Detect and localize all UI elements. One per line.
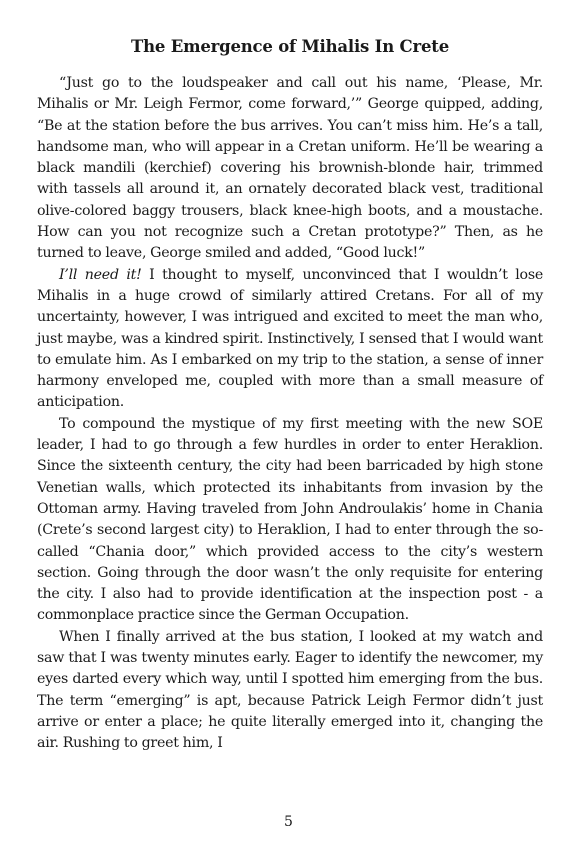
chapter-title: The Emergence of Mihalis In Crete: [130, 37, 449, 56]
page-number: 5: [284, 814, 293, 830]
paragraph-text: I thought to myself, unconvinced that I wouldn’t lose Mihalis in a huge crowd of similarly attired Cretans. For all of my uncertainty, however, I was intrigued and excited to meet the man who, just maybe, was a kindred spirit. Instinctively, I sensed that I would want to emulate him. As I embarked on my trip to the station, a sense of inner harmony enveloped me, coupled with more than a small measure of anticipation.: [37, 266, 544, 411]
italic-lead: I’ll need it!: [59, 266, 142, 283]
paragraph-text: To compound the mystique of my first meeting with the new SOE leader, I had to go through a few hurdles in order to enter Heraklion. Since the sixteenth century, the city had been barricaded by high stone Venetian walls, which protected its inhabitants from invasion by the Ottoman army. Having traveled from John Androulakis’ home in Chania (Crete’s second largest city) to Heraklion, I had to enter through the so-called “Chania door,” which provided access to the city’s western section. Going through the door wasn’t the only requisite for entering the city. I also had to provide identification at the inspection post - a commonplace practice since the German Occupation.: [37, 415, 543, 624]
paragraph-4: [37, 627, 543, 755]
book-page: [37, 36, 543, 836]
paragraph-1: [37, 73, 543, 265]
paragraph-3: [37, 414, 543, 627]
paragraph-text: “Just go to the loudspeaker and call out his name, ‘Please, Mr. Mihalis or Mr. Leigh Fermor, come forward,’” George quipped, adding, “Be at the station before the bus arrives. You can’t miss him. He’s a tall, handsome man, who will appear in a Cretan uniform. He’ll be wearing a black mandili (kerchief) covering his brownish-blonde hair, trimmed with tassels all around it, an ornately decorated black vest, traditional olive-colored baggy trousers, black knee-high boots, and a moustache. How can you not recognize such a Cretan prototype?” Then, as he turned to leave, George smiled and added, “Good luck!”: [37, 75, 543, 262]
paragraph-2: [37, 265, 543, 414]
paragraph-text: When I finally arrived at the bus station, I looked at my watch and saw that I was twenty minutes early. Eager to identify the newcomer, my eyes darted every which way, until I spotted him emerging from the bus. The term “emerging” is apt, because Patrick Leigh Fermor didn’t just arrive or enter a place; he quite literally emerged into it, changing the air. Rushing to greet him, I: [37, 628, 543, 752]
